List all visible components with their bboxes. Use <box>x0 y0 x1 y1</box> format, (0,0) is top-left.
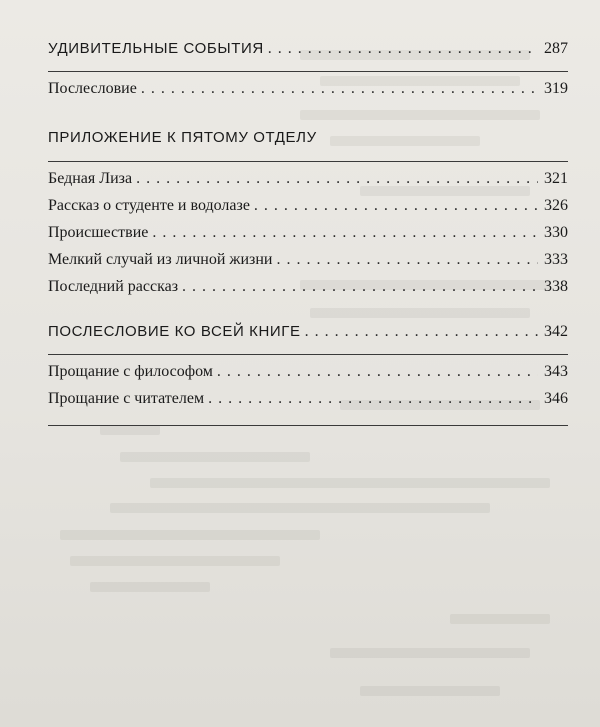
leader-dots <box>182 278 538 296</box>
table-of-contents <box>48 40 568 426</box>
toc-entry-label: Рассказ о студенте и водолазе <box>48 197 250 214</box>
toc-entry-row[interactable] <box>48 278 568 305</box>
section-divider <box>48 71 568 72</box>
toc-page-number: 346 <box>544 390 568 407</box>
toc-entry-label: Происшествие <box>48 224 149 241</box>
leader-dots <box>152 224 538 242</box>
toc-entry-row[interactable] <box>48 390 568 417</box>
toc-entry-label: Мелкий случай из личной жизни <box>48 251 273 268</box>
leader-dots <box>254 197 538 215</box>
leader-dots <box>217 363 538 381</box>
toc-section-surprising-events <box>48 40 568 107</box>
toc-section-appendix <box>48 129 568 305</box>
toc-entry-label: Послесловие <box>48 80 137 97</box>
leader-dots <box>136 170 538 188</box>
toc-section-afterword <box>48 323 568 426</box>
toc-page-number: 342 <box>544 323 568 340</box>
toc-page-number: 319 <box>544 80 568 97</box>
leader-dots <box>208 390 538 408</box>
toc-entry-row[interactable] <box>48 170 568 197</box>
toc-page-number: 338 <box>544 278 568 295</box>
leader-dots <box>141 80 538 98</box>
leader-dots <box>268 40 538 58</box>
toc-entry-label: Последний рассказ <box>48 278 179 295</box>
toc-page-number: 287 <box>544 40 568 57</box>
toc-heading-row[interactable] <box>48 129 568 157</box>
toc-entry-row[interactable] <box>48 363 568 390</box>
toc-entry-row[interactable] <box>48 197 568 224</box>
toc-entry-label: Бедная Лиза <box>48 170 133 187</box>
toc-heading-label: ПРИЛОЖЕНИЕ К ПЯТОМУ ОТДЕЛУ <box>48 129 317 146</box>
toc-entry-label: Прощание с философом <box>48 363 213 380</box>
toc-page-number: 326 <box>544 197 568 214</box>
toc-entry-row[interactable] <box>48 80 568 107</box>
toc-entry-row[interactable] <box>48 224 568 251</box>
toc-heading-label: ПОСЛЕСЛОВИЕ КО ВСЕЙ КНИГЕ <box>48 323 301 340</box>
toc-page-number: 333 <box>544 251 568 268</box>
toc-page-number: 330 <box>544 224 568 241</box>
leader-dots <box>276 251 538 269</box>
section-divider <box>48 354 568 355</box>
toc-page-number: 321 <box>544 170 568 187</box>
section-divider <box>48 161 568 162</box>
leader-dots <box>305 323 538 341</box>
toc-entry-label: Прощание с читателем <box>48 390 205 407</box>
toc-heading-label: УДИВИТЕЛЬНЫЕ СОБЫТИЯ <box>48 40 264 57</box>
section-divider <box>48 425 568 426</box>
toc-heading-row[interactable] <box>48 323 568 350</box>
toc-page-number: 343 <box>544 363 568 380</box>
toc-entry-row[interactable] <box>48 251 568 278</box>
toc-heading-row[interactable] <box>48 40 568 67</box>
